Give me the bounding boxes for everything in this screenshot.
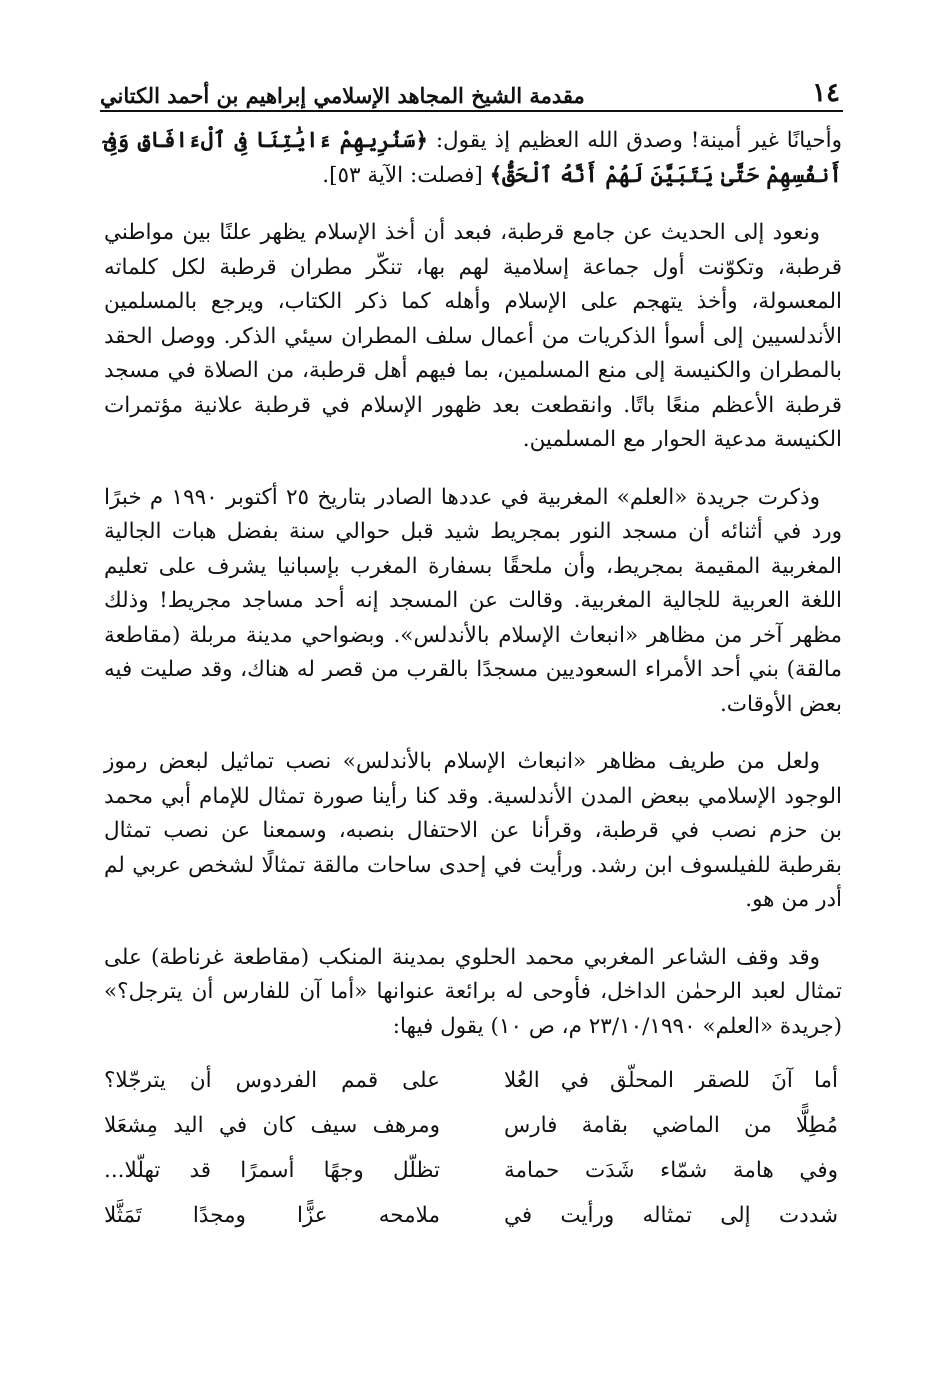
header-rule bbox=[100, 110, 843, 112]
poem-first-hemistich: مُطِلًّا من الماضي بقامة فارس bbox=[504, 1113, 838, 1138]
poem-second-hemistich: تظلّل وجهًا أسمرًا قد تهلّلا... bbox=[104, 1158, 440, 1183]
poem-first-hemistich: أما آنَ للصقر المحلّق في العُلا bbox=[504, 1068, 838, 1093]
verse-citation: [فصلت: الآية ٥٣]. bbox=[322, 162, 490, 188]
poem-first-hemistich: شددت إلى تمثاله ورأيت في bbox=[504, 1203, 838, 1228]
poem-first-hemistich: وفي هامة شمّاء شَدَت حمامة bbox=[504, 1158, 838, 1183]
poem-verse bbox=[104, 1064, 842, 1098]
paragraph-2: ونعود إلى الحديث عن جامع قرطبة، فبعد أن أخذ الإسلام يظهر علنًا بين مواطني قرطبة، وتكوّنت أول جماعة إسلامية لهم بها، تنكّر مطران قرطبة لكل كلماته المعسولة، وأخذ يتهجم على الإسلام وأهله كما ذكر الكتاب، ويرجع بالمسلمين الأندلسيين إلى أسوأ الذكريات من أعمال سلف المطران سيئي الذكر. ووصل الحقد بالمطران والكنيسة إلى منع المسلمين، بما فيهم أهل قرطبة، من الصلاة في مسجد قرطبة الأعظم منعًا باتًا. وانقطعت بعد ظهور الإسلام في قرطبة علانية مؤتمرات الكنيسة مدعية الحوار مع المسلمين. bbox=[104, 220, 842, 452]
paragraph-1-lead: وأحيانًا غير أمينة! وصدق الله العظيم إذ يقول: bbox=[427, 128, 842, 153]
page-header bbox=[100, 66, 840, 106]
poem-verse bbox=[104, 1199, 842, 1233]
poem-second-hemistich: على قمم الفردوس أن يترجّلا؟ bbox=[104, 1068, 440, 1093]
body-text bbox=[104, 124, 842, 1233]
poem-verse bbox=[104, 1109, 842, 1143]
paragraph-3: وذكرت جريدة «العلم» المغربية في عددها الصادر بتاريخ ٢٥ أكتوبر ١٩٩٠ م خبرًا ورد في أثنائه أن مسجد النور بمجريط شيد قبل حوالي سنة بفضل هبات الجالية المغربية المقيمة بمجريط، وأن ملحقًا بسفارة المغرب بإسبانيا يشرف على تعليم اللغة العربية للجالية المغربية. وقالت عن المسجد إنه أحد مساجد مجريط! وذلك مظهر آخر من مظاهر «انبعاث الإسلام بالأندلس». وبضواحي مدينة مربلة (مقاطعة مالقة) بني أحد الأمراء السعوديين مسجدًا بالقرب من قصر له هناك، وقد صليت فيه بعض الأوقات. bbox=[104, 484, 842, 717]
paragraph-1 bbox=[104, 124, 842, 193]
page-number: ١٤ bbox=[812, 78, 840, 108]
poem-second-hemistich: ملامحه عزًّا ومجدًا تَمَثَّلا bbox=[104, 1203, 440, 1228]
quran-verse: ﴿سَنُرِيهِمْ ءَايَٰتِنَا فِى ٱلْءَافَاقِ وَفِىٓ أَنفُسِهِمْ حَتَّىٰ يَتَبَيَّنَ لَهُمْ أَنَّهُ ٱلْحَقُّ﴾ bbox=[104, 128, 842, 188]
poem bbox=[104, 1064, 842, 1233]
poem-verse bbox=[104, 1154, 842, 1188]
running-title: مقدمة الشيخ المجاهد الإسلامي إبراهيم بن أحمد الكتاني bbox=[100, 83, 585, 108]
paragraph-5: وقد وقف الشاعر المغربي محمد الحلوي بمدينة المنكب (مقاطعة غرناطة) على تمثال لعبد الرحمٰن الداخل، فأوحى له برائعة عنوانها «أما آن للفارس أن يترجل؟» (جريدة «العلم» ٢٣/١٠/١٩٩٠ م، ص ١٠) يقول فيها: bbox=[104, 944, 842, 1039]
paragraph-4: ولعل من طريف مظاهر «انبعاث الإسلام بالأندلس» نصب تماثيل لبعض رموز الوجود الإسلامي ببعض المدن الأندلسية. وقد كنا رأينا صورة تمثال للإمام أبي محمد بن حزم نصب في قرطبة، وقرأنا عن الاحتفال بنصبه، وسمعنا عن نصب تمثال بقرطبة للفيلسوف ابن رشد. ورأيت في إحدى ساحات مالقة تمثالًا لشخص عربي لم أدر من هو. bbox=[104, 749, 842, 912]
poem-second-hemistich: ومرهف سيف كان في اليد مِشعَلا bbox=[104, 1113, 440, 1138]
